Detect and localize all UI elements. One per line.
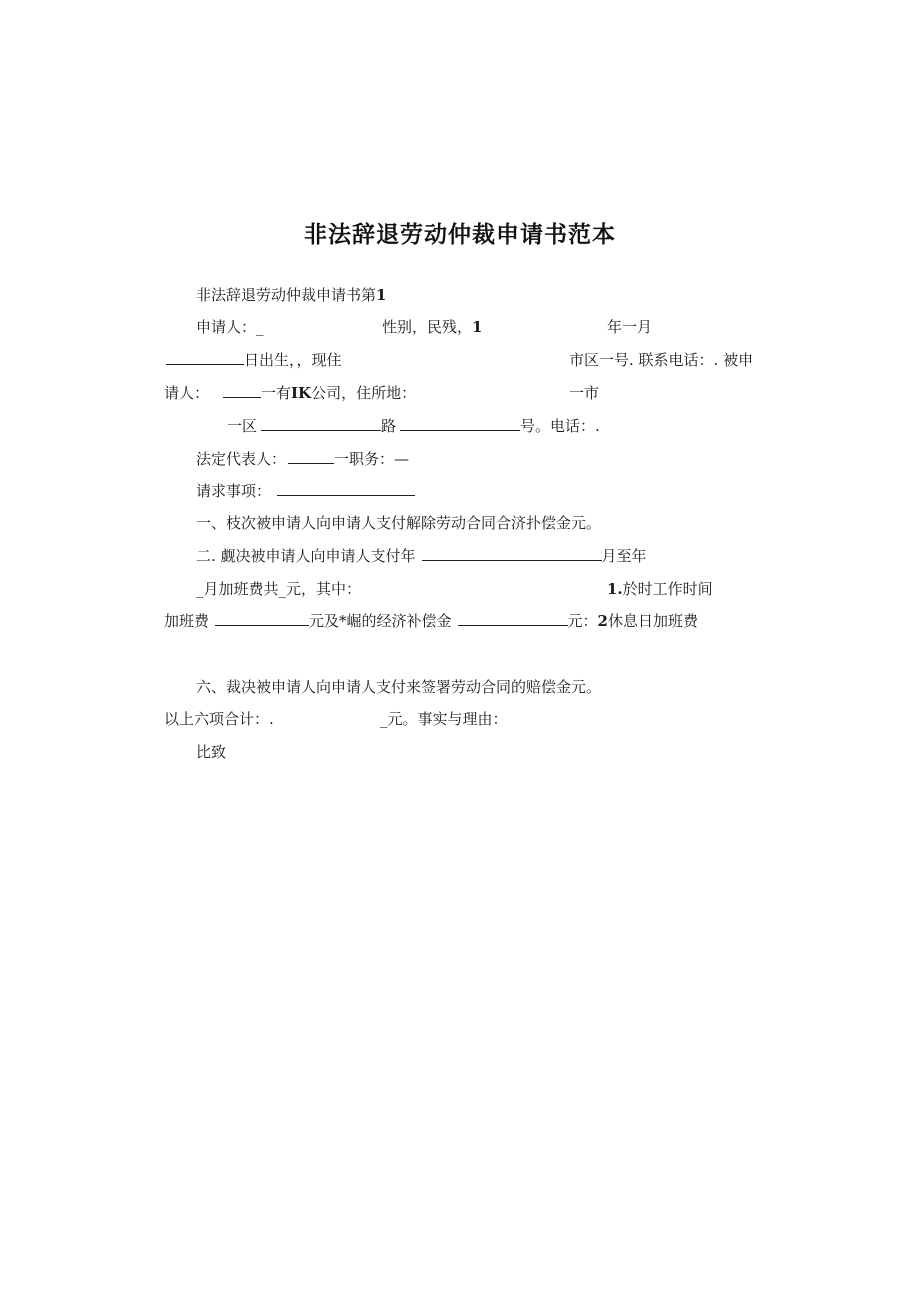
rest-text: 休息日加班费 [607,612,698,630]
number-phone-text: 号。电话：. [520,417,600,435]
birth-text: 日出生，，现住 [244,351,342,369]
legal-rep-line [196,449,409,469]
request-item-6: 六、裁决被申请人向申请人支付来签署劳动合同的赔偿金元。 [196,678,602,696]
blank-line [400,418,520,431]
blank-line [422,548,602,561]
respondent-label: 请人： [164,384,210,402]
blank-line [458,613,568,626]
respondent-line [164,383,416,403]
overtime-item-number: 1. [607,580,623,598]
applicant-label: 申请人：_ [196,318,264,336]
company-prefix: 一有 [261,384,292,402]
blank-line [277,483,415,496]
item2-tail: 月至年 [601,547,647,565]
document-title: 非法辞退劳动仲裁申请书范本 [304,222,616,248]
overtime-item-text: 於时工作时间 [622,580,713,598]
closing-text: 比致 [196,743,227,761]
overtime-item [607,579,713,599]
address-line [227,416,600,436]
blank-line [288,451,334,464]
total-label: 以上六项合计：. [164,710,274,728]
blank-line [166,352,244,365]
gender-number: 1 [472,318,483,336]
request-label: 请求事项： [196,482,272,500]
overtime-pay-label: 加班费 [164,612,210,630]
line-heading [196,285,386,305]
legal-rep-label: 法定代表人： [196,450,287,468]
blank-line [215,613,309,626]
city-text: 一市 [569,384,600,402]
request-line [196,481,415,501]
blank-line [261,418,381,431]
overtime-pay-end: 元： [567,612,598,630]
company-suffix: 公司，住所地： [311,384,417,402]
road-text: 路 [381,417,397,435]
gender-label: 性别，民残， [382,318,473,336]
overtime-pay-line [164,611,698,631]
company-bold: IK [291,384,312,402]
year-month-text: 年一月 [607,318,653,336]
heading-text: 非法辞退劳动仲裁申请书第 [196,286,377,304]
birth-line [166,350,342,370]
overtime-pay-mid: 元及*崛的经济补偿金 [309,612,452,630]
blank-line [223,385,261,398]
city-phone-text: 市区一号. 联系电话：. 被申 [569,351,754,369]
rest-number: 2 [597,612,608,630]
item2-text: 二. 觑决被申请人向申请人支付年 [196,547,416,565]
gender-field [382,317,482,337]
total-tail: _元。事实与理由： [380,710,508,728]
position-text: 一职务：— [334,450,410,468]
request-item-1: 一、枝次被申请人向申请人支付解除劳动合同合济扑偿金元。 [196,514,602,532]
request-item-2 [196,546,647,566]
heading-number: 1 [376,286,387,304]
district-text: 一区 [227,417,258,435]
overtime-text: _月加班费共_元，其中： [196,580,362,598]
